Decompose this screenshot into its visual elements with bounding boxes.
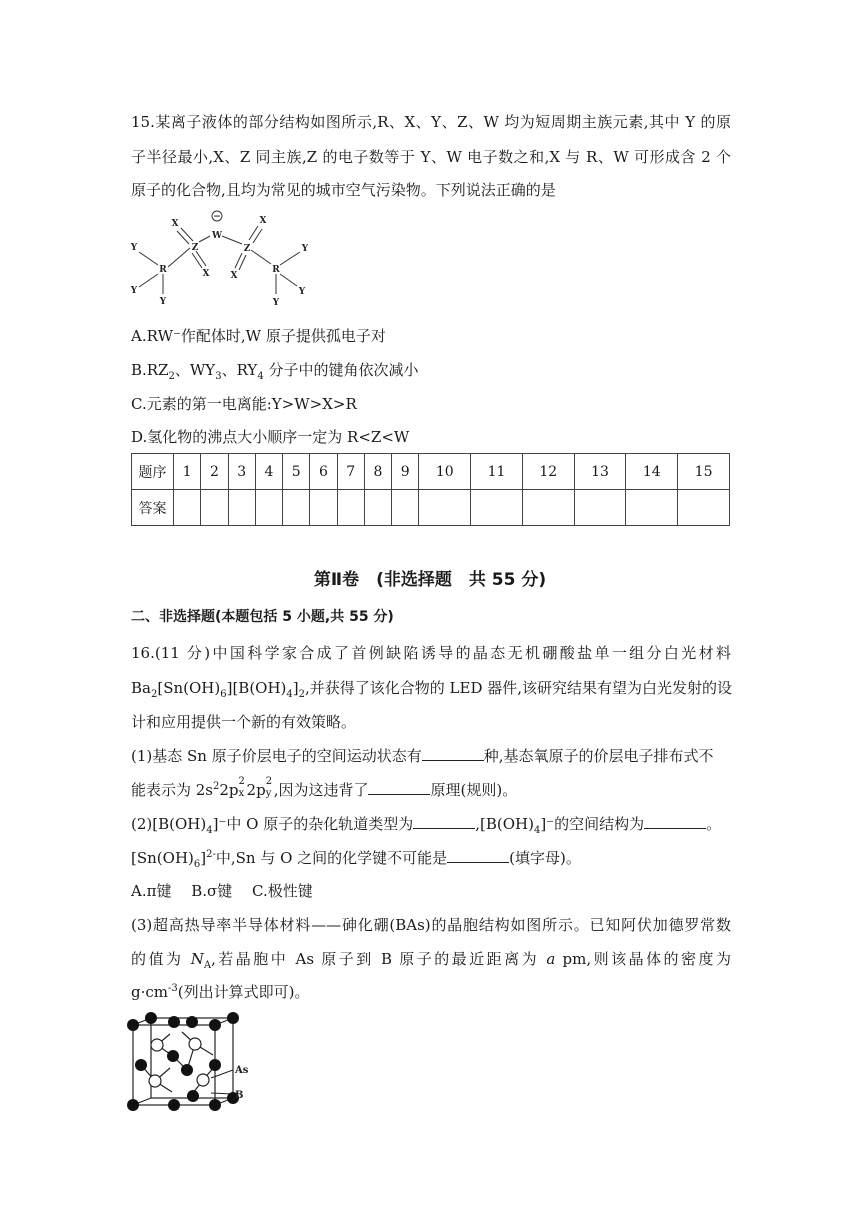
- superscript: 2: [265, 776, 273, 787]
- question-number-cell: 10: [419, 454, 471, 490]
- question-text: 原理(规则)。: [430, 781, 518, 799]
- question-text: 的值为: [131, 950, 191, 968]
- answer-cell[interactable]: [419, 490, 471, 526]
- question-text: (1)基态 Sn 原子价层电子的空间运动状态有: [131, 747, 422, 765]
- atom-y-label: Y: [298, 287, 306, 297]
- answer-cell[interactable]: [678, 490, 730, 526]
- formula-text: ]⁻: [540, 815, 555, 833]
- question-text: (填字母)。: [509, 849, 581, 867]
- q16-intro-line3: 计和应用提供一个新的有效策略。: [131, 713, 357, 731]
- superscript: 2: [238, 776, 245, 787]
- subscript: A: [203, 960, 212, 971]
- question-number-cell: 11: [471, 454, 523, 490]
- formula-text: ][B(OH): [226, 679, 287, 697]
- option-b-text: 分子中的键角依次减小: [263, 361, 419, 379]
- subscript: 2: [150, 689, 158, 700]
- answer-cell[interactable]: [364, 490, 391, 526]
- question-number-cell: 4: [255, 454, 282, 490]
- table-header-cell: 题序: [132, 454, 174, 490]
- answer-blank[interactable]: [447, 848, 509, 863]
- subscript: 2: [168, 371, 175, 382]
- question-text: 2p: [246, 781, 266, 799]
- answer-cell[interactable]: [283, 490, 310, 526]
- answer-cell[interactable]: [522, 490, 574, 526]
- orbital-index: [265, 776, 274, 799]
- atom-x-label: X: [171, 219, 179, 229]
- table-header-cell: 答案: [132, 490, 174, 526]
- unit-text: g·cm: [131, 983, 168, 1001]
- formula-text: ]⁻: [212, 815, 227, 833]
- question-number-cell: 7: [337, 454, 364, 490]
- subscript: 4: [533, 825, 541, 836]
- q16-intro-line2: [131, 678, 731, 698]
- option-b-text: B.RZ: [131, 361, 169, 379]
- ionic-liquid-structure-figure: [125, 208, 320, 310]
- atom-x-label: X: [230, 271, 238, 281]
- subscript: 6: [220, 689, 227, 700]
- question-text: 中 O 原子的杂化轨道类型为: [226, 815, 414, 833]
- q16-part3-line1: (3)超高热导率半导体材料——砷化硼(BAs)的晶胞结构如图所示。已知阿伏加德罗常数: [131, 916, 731, 934]
- formula-text: [Sn(OH): [131, 849, 194, 867]
- q15-line3: 原子的化合物,且均为常见的城市空气污染物。下列说法正确的是: [131, 181, 556, 199]
- section-title: 第Ⅱ卷 (非选择题 共 55 分): [313, 570, 547, 590]
- question-number-cell: 13: [574, 454, 626, 490]
- orbital-index: [238, 776, 247, 799]
- distance-variable: a: [546, 950, 556, 968]
- question-number-cell: 14: [626, 454, 678, 490]
- atom-w-label: W: [211, 231, 223, 241]
- subscript: 2: [298, 689, 306, 700]
- answer-blank[interactable]: [422, 746, 484, 761]
- question-number-cell: 15: [678, 454, 730, 490]
- subscript: 6: [193, 859, 201, 870]
- formula-text: ,[B(OH): [475, 815, 534, 833]
- option-b-text: 、RY: [221, 361, 258, 379]
- atom-y-label: Y: [272, 298, 280, 308]
- bas-crystal-cell-figure: [125, 1010, 265, 1114]
- answer-cell[interactable]: [471, 490, 523, 526]
- q16-part1-line1: [131, 746, 731, 766]
- superscript: 2-: [206, 849, 216, 860]
- q15-option-a: A.RW⁻作配体时,W 原子提供孤电子对: [131, 327, 386, 345]
- atom-y-label: Y: [130, 286, 138, 296]
- atom-z-right-label: Z: [243, 244, 251, 254]
- atom-r-left-label: R: [159, 265, 167, 275]
- q16-part2-options: A.π键 B.σ键 C.极性键: [131, 882, 313, 900]
- atom-x-label: X: [259, 216, 267, 226]
- q16-part2-line2: [131, 848, 731, 868]
- subscript: y: [265, 788, 272, 799]
- answer-blank[interactable]: [644, 814, 706, 829]
- answer-cell[interactable]: [574, 490, 626, 526]
- answer-cell[interactable]: [337, 490, 364, 526]
- question-text: ,若晶胞中 As 原子到 B 原子的最近距离为: [211, 950, 547, 968]
- answer-cell[interactable]: [310, 490, 337, 526]
- answer-blank[interactable]: [368, 780, 430, 795]
- q16-part1-line2: [131, 776, 731, 800]
- b-label: B: [235, 1090, 244, 1101]
- formula-text: [Sn(OH): [157, 679, 221, 697]
- atom-y-label: Y: [301, 244, 309, 254]
- subscript: x: [238, 788, 245, 799]
- question-text: 能表示为 2s: [131, 781, 214, 799]
- q15-option-b: [131, 360, 731, 380]
- question-text: 。: [706, 815, 722, 833]
- q15-line2: 子半径最小,X、Z 同主族,Z 的电子数等于 Y、W 电子数之和,X 与 R、W 可形成含 2 个: [131, 148, 731, 166]
- question-text: 2p: [219, 781, 239, 799]
- q16-intro-line1: 16.(11 分)中国科学家合成了首例缺陷诱导的晶态无机硼酸盐单一组分白光材料: [131, 644, 731, 662]
- formula-text: ]: [292, 679, 299, 697]
- answer-cell[interactable]: [255, 490, 282, 526]
- svg-text:−: −: [213, 212, 221, 222]
- question-number-cell: 8: [364, 454, 391, 490]
- formula-text: (2)[B(OH): [131, 815, 207, 833]
- answer-cell[interactable]: [201, 490, 228, 526]
- table-row: [132, 454, 730, 490]
- subscript: 4: [206, 825, 213, 836]
- question-text: 中,Sn 与 O 之间的化学键不可能是: [215, 849, 448, 867]
- answer-table: [131, 453, 730, 526]
- question-number-cell: 1: [174, 454, 201, 490]
- atom-r-right-label: R: [272, 265, 280, 275]
- question-text: pm,则该晶体的密度为: [555, 950, 731, 968]
- question-text: 种,基态氧原子的价层电子排布式不: [483, 747, 714, 765]
- question-number-cell: 6: [310, 454, 337, 490]
- as-label: As: [235, 1065, 249, 1076]
- question-number-cell: 9: [392, 454, 419, 490]
- atom-x-label: X: [202, 269, 210, 279]
- answer-cell[interactable]: [392, 490, 419, 526]
- q15-option-d: D.氢化物的沸点大小顺序一定为 R<Z<W: [131, 428, 410, 446]
- option-b-text: 、WY: [174, 361, 216, 379]
- subscript: 4: [286, 689, 293, 700]
- avogadro-symbol: N: [190, 950, 204, 968]
- atom-z-left-label: Z: [191, 243, 199, 253]
- question-text: 的空间结构为: [554, 815, 645, 833]
- question-text: ,因为这违背了: [273, 781, 369, 799]
- table-row: [132, 490, 730, 526]
- section-subtitle: 二、非选择题(本题包括 5 小题,共 55 分): [131, 609, 394, 625]
- question-number-cell: 12: [522, 454, 574, 490]
- q16-part3-line2: [131, 949, 731, 969]
- subscript: 3: [215, 371, 222, 382]
- answer-cell[interactable]: [174, 490, 201, 526]
- intro-text: ,并获得了该化合物的 LED 器件,该研究结果有望为白光发射的设: [305, 679, 733, 697]
- question-number-cell: 3: [228, 454, 255, 490]
- answer-cell[interactable]: [626, 490, 678, 526]
- q16-part3-line3: [131, 982, 731, 1002]
- atom-y-label: Y: [159, 297, 167, 307]
- q15-line1: 15.某离子液体的部分结构如图所示,R、X、Y、Z、W 均为短周期主族元素,其中 Y 的原: [131, 113, 731, 131]
- formula-text: Ba: [131, 679, 151, 697]
- question-number-cell: 2: [201, 454, 228, 490]
- question-text: (列出计算式即可)。: [177, 983, 310, 1001]
- superscript: -3: [168, 983, 178, 994]
- superscript: 2: [213, 781, 220, 792]
- q16-part2-line1: [131, 814, 731, 834]
- question-number-cell: 5: [283, 454, 310, 490]
- formula-text: ]: [200, 849, 207, 867]
- answer-blank[interactable]: [413, 814, 475, 829]
- q15-option-c: C.元素的第一电离能:Y>W>X>R: [131, 395, 357, 413]
- atom-y-label: Y: [130, 243, 138, 253]
- answer-cell[interactable]: [228, 490, 255, 526]
- subscript: 4: [257, 371, 264, 382]
